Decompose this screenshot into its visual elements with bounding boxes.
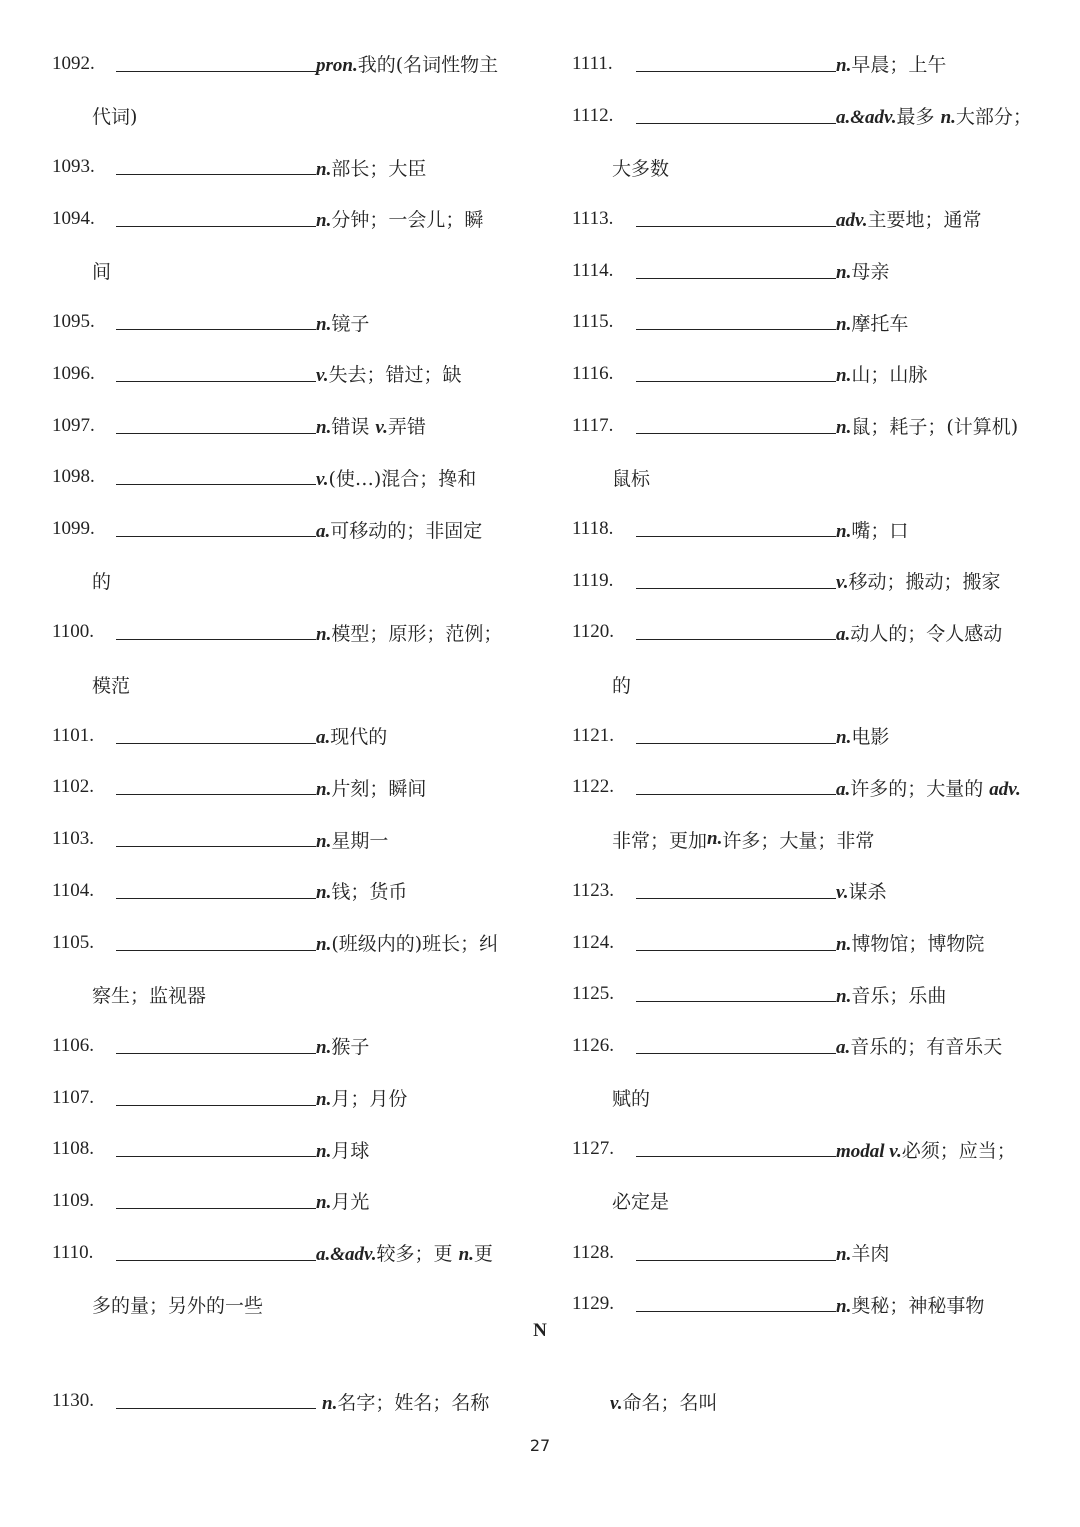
entry-number: 1114. xyxy=(572,259,614,281)
entry-number: 1094. xyxy=(52,207,95,229)
part-of-speech: n. xyxy=(316,778,332,800)
entry-definition xyxy=(316,309,369,336)
part-of-speech: n. xyxy=(836,985,852,1007)
definition-text: 山；山脉 xyxy=(851,364,928,387)
answer-blank[interactable] xyxy=(116,173,316,175)
entry-number: 1104. xyxy=(52,879,95,901)
definition-text: 必须；应当； xyxy=(901,1139,1016,1162)
vocab-entry xyxy=(52,1227,522,1279)
vocab-entry xyxy=(52,1175,522,1227)
vocab-entry xyxy=(52,762,522,814)
answer-blank[interactable] xyxy=(636,742,836,744)
entry-definition xyxy=(836,1032,1002,1059)
answer-blank[interactable] xyxy=(116,225,316,227)
definition-text: 部长；大臣 xyxy=(331,157,427,180)
entry-continuation xyxy=(572,452,1042,504)
part-of-speech: pron. xyxy=(316,55,358,77)
entry-definition xyxy=(836,619,1002,646)
answer-blank[interactable] xyxy=(636,70,836,72)
entry-definition xyxy=(836,102,1032,129)
vocab-entry xyxy=(572,865,1042,917)
entry-definition xyxy=(836,516,908,543)
part-of-speech: adv. xyxy=(836,210,868,232)
answer-blank[interactable] xyxy=(116,897,316,899)
definition-text: 鼠标 xyxy=(612,467,651,490)
answer-blank[interactable] xyxy=(116,1259,316,1261)
definition-text: 赋的 xyxy=(612,1088,651,1111)
part-of-speech: v. xyxy=(610,1392,623,1414)
vocab-entry xyxy=(572,762,1042,814)
definition-text: 谋杀 xyxy=(848,881,887,904)
entry-number: 1125. xyxy=(572,983,615,1005)
part-of-speech: n. xyxy=(707,828,723,850)
definition-text: 我的(名词性物主 xyxy=(357,54,499,77)
entry-number: 1117. xyxy=(572,414,614,436)
vocab-entry xyxy=(52,452,522,504)
entry-definition xyxy=(836,774,1021,801)
entry-definition xyxy=(836,360,927,387)
entry-definition xyxy=(316,1239,493,1266)
definition-text: 模型；原形；范例； xyxy=(331,622,503,645)
definition-text: 更 xyxy=(473,1243,493,1266)
entry-number: 1118. xyxy=(572,518,614,540)
entry-definition xyxy=(836,929,984,956)
definition-text: 察生；监视器 xyxy=(92,984,207,1007)
entry-continuation xyxy=(52,245,522,297)
part-of-speech: n. xyxy=(836,313,852,335)
part-of-speech: n. xyxy=(316,882,332,904)
answer-blank[interactable] xyxy=(636,535,836,537)
entry-definition xyxy=(316,516,482,543)
part-of-speech: n. xyxy=(316,1089,332,1111)
vocab-entry xyxy=(572,90,1042,142)
part-of-speech: n. xyxy=(316,623,332,645)
definition-text: 可移动的；非固定 xyxy=(330,519,483,542)
vocab-entry xyxy=(572,1123,1042,1175)
entry-number: 1116. xyxy=(572,362,614,384)
page-number: 27 xyxy=(529,1436,551,1455)
entry-definition xyxy=(836,412,1018,439)
definition-text: 鼠；耗子；(计算机) xyxy=(851,416,1019,439)
answer-blank[interactable] xyxy=(116,535,316,537)
answer-blank[interactable] xyxy=(636,1155,836,1157)
entry-continuation xyxy=(572,813,1042,865)
definition-text: 模范 xyxy=(92,674,131,697)
part-of-speech: a. xyxy=(316,520,331,542)
part-of-speech: n. xyxy=(836,262,852,284)
part-of-speech: n. xyxy=(836,55,852,77)
part-of-speech: a. xyxy=(316,727,331,749)
definition-text: 移动；搬动；搬家 xyxy=(848,571,1001,594)
answer-blank[interactable] xyxy=(116,638,316,640)
vocab-entry xyxy=(52,193,522,245)
entry-definition xyxy=(316,619,502,646)
entry-definition xyxy=(316,722,387,749)
entry-definition xyxy=(316,50,498,77)
entry-definition xyxy=(836,567,1001,594)
entry-number: 1107. xyxy=(52,1086,95,1108)
part-of-speech: n. xyxy=(322,1392,338,1414)
part-of-speech: n. xyxy=(836,727,852,749)
entry-number: 1127. xyxy=(572,1138,615,1160)
vocab-entry xyxy=(52,296,522,348)
vocab-entry xyxy=(572,38,1042,90)
definition-text: 多的量；另外的一些 xyxy=(92,1294,264,1317)
definition-text: 奥秘；神秘事物 xyxy=(851,1294,985,1317)
vocab-entry xyxy=(572,503,1042,555)
entry-number: 1119. xyxy=(572,569,614,591)
definition-text: 间 xyxy=(92,261,112,284)
definition-text: 钱；货币 xyxy=(331,881,408,904)
definition-text: 现代的 xyxy=(330,726,388,749)
part-of-speech: n. xyxy=(836,417,852,439)
definition-text: 失去；错过；缺 xyxy=(328,364,462,387)
definition-text: 必定是 xyxy=(612,1191,670,1214)
answer-blank[interactable] xyxy=(636,793,836,795)
answer-blank[interactable] xyxy=(636,587,836,589)
part-of-speech: n. xyxy=(316,417,332,439)
part-of-speech: modal v. xyxy=(836,1140,902,1162)
entry-definition xyxy=(836,722,889,749)
part-of-speech: a. xyxy=(836,778,851,800)
definition-text: 母亲 xyxy=(851,261,890,284)
part-of-speech: n. xyxy=(316,158,332,180)
vocab-entry xyxy=(52,38,522,90)
entry-number: 1111. xyxy=(572,52,613,74)
vocab-entry xyxy=(52,503,522,555)
definition-text: 许多的；大量的 xyxy=(850,777,990,800)
part-of-speech: n. xyxy=(836,1295,852,1317)
entry-number: 1129. xyxy=(572,1293,615,1315)
definition-text: 的 xyxy=(612,674,632,697)
entry-number: 1112. xyxy=(572,104,614,126)
part-of-speech: v. xyxy=(316,468,329,490)
entry-definition xyxy=(836,257,889,284)
entry-definition xyxy=(316,154,426,181)
definition-text: 月球 xyxy=(331,1139,370,1162)
entry-number: 1097. xyxy=(52,414,95,436)
entry-number: 1123. xyxy=(572,879,615,901)
part-of-speech: v. xyxy=(836,882,849,904)
answer-blank[interactable] xyxy=(116,1407,316,1409)
definition-text: 分钟；一会儿；瞬 xyxy=(331,209,484,232)
entry-number: 1109. xyxy=(52,1189,95,1211)
definition-text: 许多；大量；非常 xyxy=(722,829,875,852)
entry-number: 1095. xyxy=(52,311,95,333)
part-of-speech: n. xyxy=(316,934,332,956)
entry-number: 1103. xyxy=(52,828,95,850)
vocab-entry xyxy=(572,968,1042,1020)
entry-definition xyxy=(836,1136,1016,1163)
vocab-entry xyxy=(52,865,522,917)
definition-text: 较多；更 xyxy=(376,1243,459,1266)
bottom-entry xyxy=(52,1375,489,1427)
definition-text: 错误 xyxy=(331,416,376,439)
definition-text: 最多 xyxy=(896,106,941,129)
answer-blank[interactable] xyxy=(116,380,316,382)
entry-definition xyxy=(316,205,483,232)
vocab-entry xyxy=(572,348,1042,400)
entry-number: 1092. xyxy=(52,52,95,74)
vocab-entry xyxy=(572,607,1042,659)
answer-blank[interactable] xyxy=(116,1104,316,1106)
part-of-speech: adv. xyxy=(989,778,1021,800)
definition-text: 博物馆；博物院 xyxy=(851,933,985,956)
part-of-speech: n. xyxy=(316,1037,332,1059)
definition-text: 弄错 xyxy=(387,416,426,439)
vocab-entry xyxy=(52,917,522,969)
vocab-entry xyxy=(572,710,1042,762)
part-of-speech: n. xyxy=(836,934,852,956)
definition-text: 音乐的；有音乐天 xyxy=(850,1036,1003,1059)
answer-blank[interactable] xyxy=(116,1155,316,1157)
entry-continuation xyxy=(572,1072,1042,1124)
answer-blank[interactable] xyxy=(636,949,836,951)
part-of-speech: n. xyxy=(940,107,956,129)
definition-text: 电影 xyxy=(851,726,890,749)
entry-number: 1110. xyxy=(52,1241,94,1263)
definition-text: 名字；姓名；名称 xyxy=(337,1391,490,1414)
entry-number: 1100. xyxy=(52,621,95,643)
entry-definition xyxy=(836,205,982,232)
part-of-speech: v. xyxy=(836,572,849,594)
entry-definition xyxy=(836,50,946,77)
part-of-speech: n. xyxy=(458,1244,474,1266)
definition-text: 的 xyxy=(92,571,112,594)
entry-number: 1101. xyxy=(52,724,95,746)
vocab-entry xyxy=(52,400,522,452)
answer-blank[interactable] xyxy=(636,897,836,899)
answer-blank[interactable] xyxy=(116,328,316,330)
entry-number: 1128. xyxy=(572,1241,615,1263)
entry-number: 1126. xyxy=(572,1034,615,1056)
vocab-entry xyxy=(52,813,522,865)
definition-text: 音乐；乐曲 xyxy=(851,984,947,1007)
definition-text: 大多数 xyxy=(612,157,670,180)
definition-text: (使…)混合；搀和 xyxy=(328,467,477,490)
entry-number: 1102. xyxy=(52,776,95,798)
definition-text: (班级内的)班长；纠 xyxy=(331,933,499,956)
definition-text: 命名；名叫 xyxy=(622,1391,718,1414)
vocab-entry xyxy=(52,1123,522,1175)
definition-text: 非常；更加 xyxy=(612,829,708,852)
part-of-speech: n. xyxy=(836,520,852,542)
vocab-entry xyxy=(572,1020,1042,1072)
entry-definition xyxy=(316,826,388,853)
part-of-speech: n. xyxy=(316,830,332,852)
answer-blank[interactable] xyxy=(116,432,316,434)
part-of-speech: a.&adv. xyxy=(316,1244,377,1266)
vocab-entry xyxy=(52,141,522,193)
vocab-entry xyxy=(572,296,1042,348)
entry-definition-2 xyxy=(610,1388,718,1415)
answer-blank[interactable] xyxy=(636,432,836,434)
entry-definition xyxy=(316,877,407,904)
answer-blank[interactable] xyxy=(636,1052,836,1054)
definition-text: 月光 xyxy=(331,1191,370,1214)
entry-definition xyxy=(316,929,498,956)
part-of-speech: v. xyxy=(375,417,388,439)
entry-definition xyxy=(316,1136,369,1163)
entry-definition xyxy=(836,309,908,336)
answer-blank[interactable] xyxy=(636,638,836,640)
definition-text: 主要地；通常 xyxy=(867,209,982,232)
answer-blank[interactable] xyxy=(116,845,316,847)
entry-number: 1096. xyxy=(52,362,95,384)
answer-blank[interactable] xyxy=(636,1310,836,1312)
entry-continuation xyxy=(572,141,1042,193)
part-of-speech: a. xyxy=(836,623,851,645)
entry-number: 1105. xyxy=(52,931,95,953)
entry-continuation xyxy=(52,90,522,142)
entry-number: 1098. xyxy=(52,466,95,488)
definition-text: 月；月份 xyxy=(331,1088,408,1111)
answer-blank[interactable] xyxy=(636,1000,836,1002)
entry-definition xyxy=(316,464,476,491)
section-letter: N xyxy=(533,1320,547,1341)
answer-blank[interactable] xyxy=(116,1207,316,1209)
entry-number: 1108. xyxy=(52,1138,95,1160)
part-of-speech: a.&adv. xyxy=(836,107,897,129)
entry-continuation xyxy=(52,555,522,607)
definition-text: 片刻；瞬间 xyxy=(331,777,427,800)
vocab-entry xyxy=(52,348,522,400)
answer-blank[interactable] xyxy=(116,949,316,951)
vocab-entry xyxy=(52,710,522,762)
answer-blank[interactable] xyxy=(116,793,316,795)
entry-continuation xyxy=(572,1175,1042,1227)
part-of-speech: n. xyxy=(316,210,332,232)
right-column xyxy=(572,38,1042,1330)
entry-definition xyxy=(316,360,462,387)
part-of-speech: n. xyxy=(836,1244,852,1266)
vocab-entry xyxy=(572,917,1042,969)
vocab-entry xyxy=(572,1227,1042,1279)
definition-text: 摩托车 xyxy=(851,312,909,335)
entry-definition xyxy=(316,1084,407,1111)
answer-blank[interactable] xyxy=(636,328,836,330)
entry-continuation xyxy=(52,658,522,710)
entry-definition xyxy=(316,1388,489,1415)
definition-text: 早晨；上午 xyxy=(851,54,947,77)
entry-number: 1122. xyxy=(572,776,615,798)
entry-number: 1093. xyxy=(52,156,95,178)
part-of-speech: n. xyxy=(316,1140,332,1162)
entry-continuation xyxy=(572,658,1042,710)
entry-number: 1106. xyxy=(52,1034,95,1056)
vocab-entry xyxy=(52,1020,522,1072)
entry-number: 1124. xyxy=(572,931,615,953)
answer-blank[interactable] xyxy=(116,70,316,72)
entry-number: 1121. xyxy=(572,724,615,746)
answer-blank[interactable] xyxy=(636,277,836,279)
part-of-speech: n. xyxy=(836,365,852,387)
definition-text: 镜子 xyxy=(331,312,370,335)
entry-definition xyxy=(316,1187,369,1214)
part-of-speech: a. xyxy=(836,1037,851,1059)
part-of-speech: n. xyxy=(316,313,332,335)
part-of-speech: v. xyxy=(316,365,329,387)
entry-definition xyxy=(836,1291,984,1318)
entry-number: 1130. xyxy=(52,1390,95,1411)
entry-continuation xyxy=(52,968,522,1020)
vocab-entry xyxy=(572,245,1042,297)
entry-definition xyxy=(836,981,946,1008)
definition-text: 星期一 xyxy=(331,829,389,852)
answer-blank[interactable] xyxy=(116,483,316,485)
answer-blank[interactable] xyxy=(636,380,836,382)
vocab-entry xyxy=(52,607,522,659)
vocab-entry xyxy=(572,193,1042,245)
entry-definition xyxy=(316,774,426,801)
definition-text: 猴子 xyxy=(331,1036,370,1059)
entry-definition xyxy=(316,1032,369,1059)
definition-text: 动人的；令人感动 xyxy=(850,622,1003,645)
entry-definition xyxy=(316,412,426,439)
vocab-entry xyxy=(572,555,1042,607)
part-of-speech: n. xyxy=(316,1192,332,1214)
entry-number: 1115. xyxy=(572,311,614,333)
definition-text: 代词) xyxy=(92,106,138,129)
entry-definition xyxy=(836,877,887,904)
vocab-entry xyxy=(52,1072,522,1124)
definition-text: 嘴；口 xyxy=(851,519,909,542)
answer-blank[interactable] xyxy=(636,225,836,227)
answer-blank[interactable] xyxy=(116,742,316,744)
definition-text: 羊肉 xyxy=(851,1243,890,1266)
answer-blank[interactable] xyxy=(116,1052,316,1054)
bottom-entry-continuation xyxy=(610,1375,718,1427)
entry-number: 1113. xyxy=(572,207,614,229)
left-column xyxy=(52,38,522,1330)
entry-number: 1099. xyxy=(52,518,95,540)
entry-definition xyxy=(836,1239,889,1266)
entry-number: 1120. xyxy=(572,621,615,643)
answer-blank[interactable] xyxy=(636,122,836,124)
vocab-entry xyxy=(572,400,1042,452)
answer-blank[interactable] xyxy=(636,1259,836,1261)
definition-text: 大部分； xyxy=(955,106,1032,129)
